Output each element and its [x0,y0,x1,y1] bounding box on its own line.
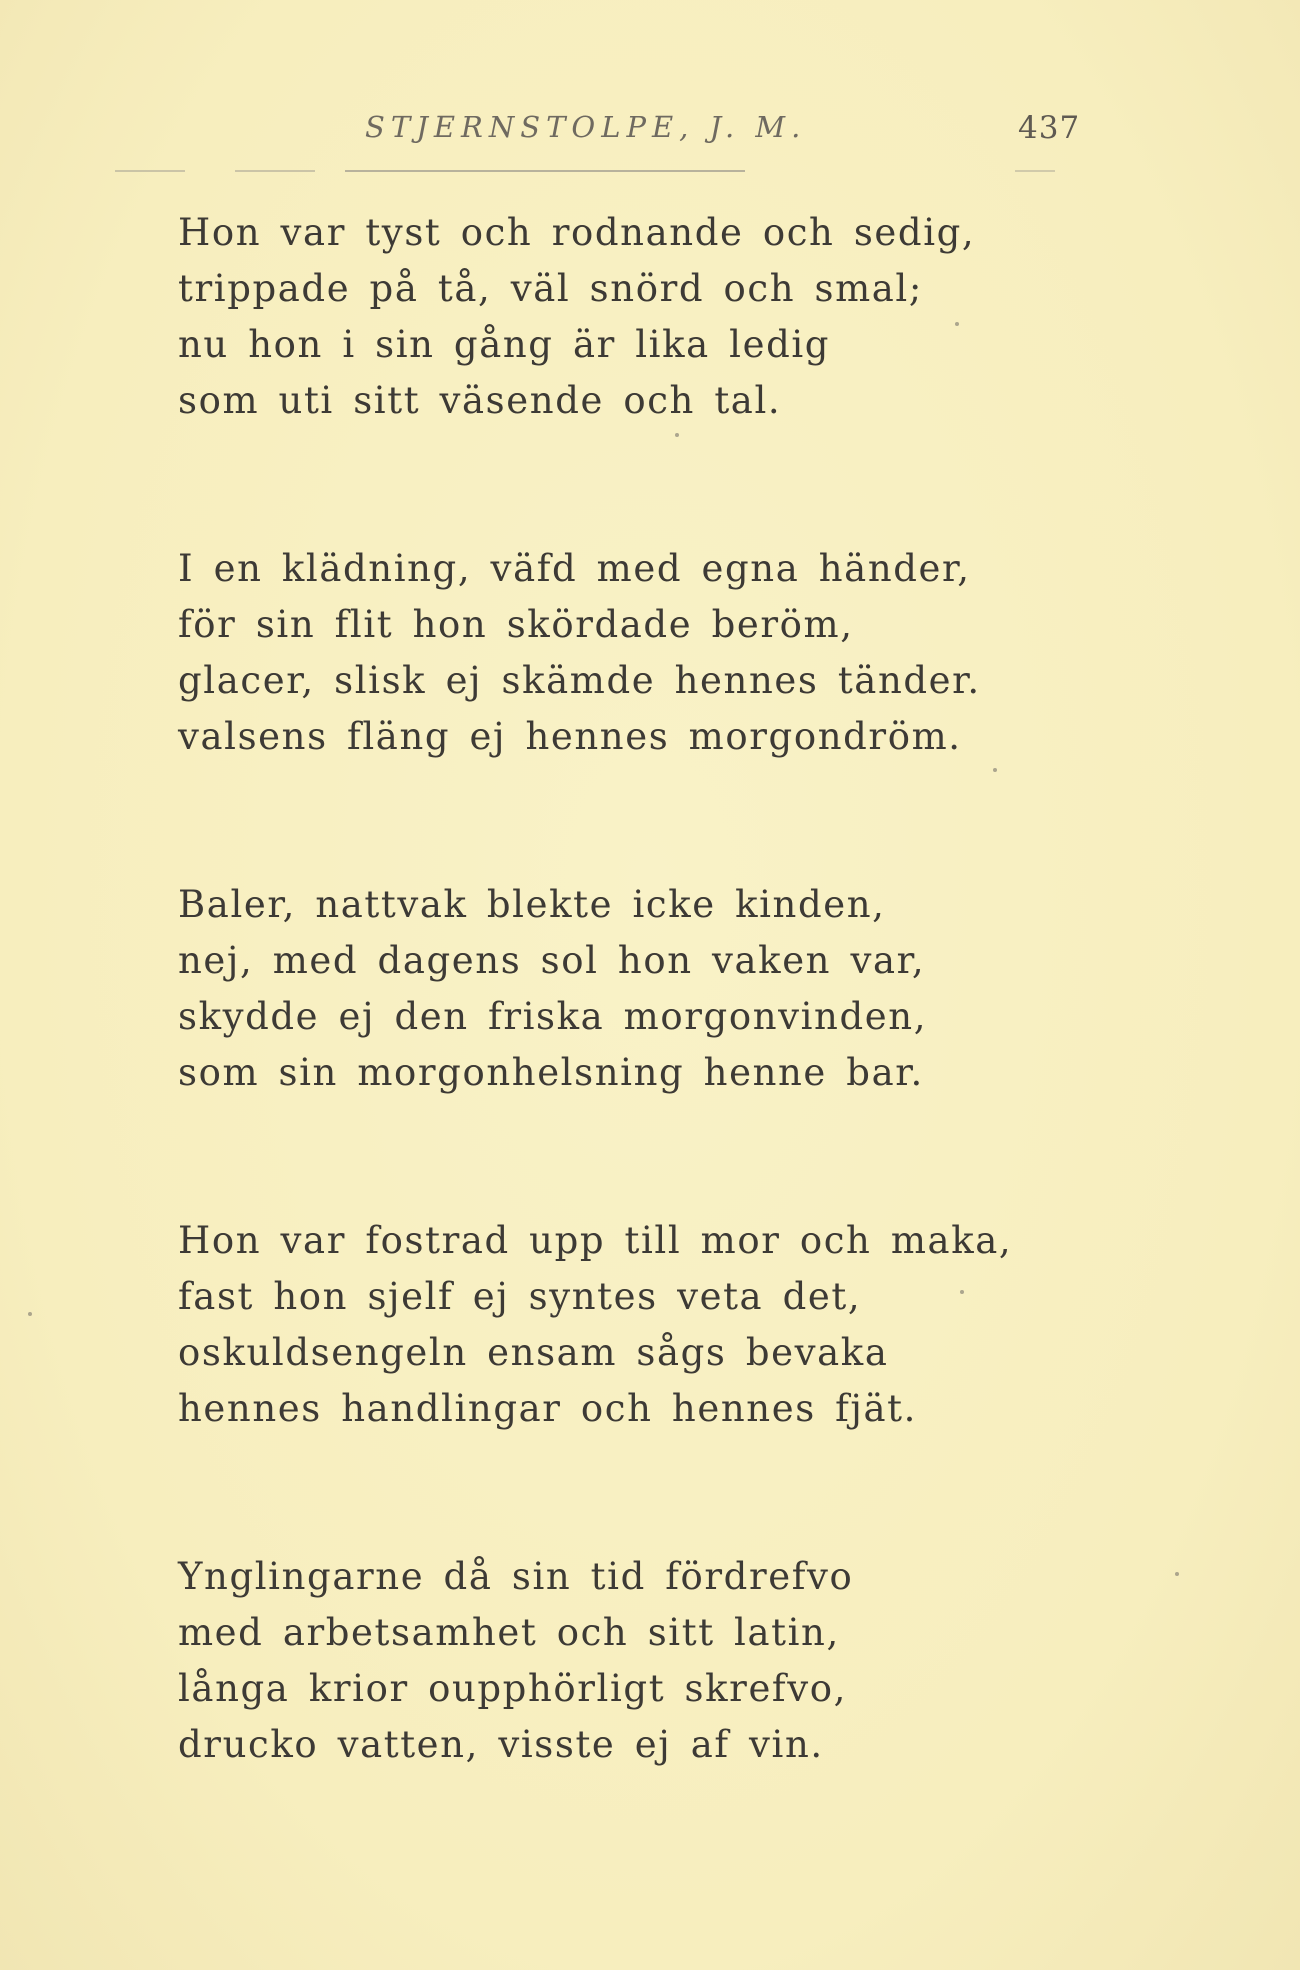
verse-line: nu hon i sin gång är lika ledig [178,323,831,366]
page-number: 437 [1018,110,1081,146]
stanza-4 [178,1213,1238,1437]
header-rule-segment [1015,170,1055,172]
header-rule [345,170,745,172]
verse-line: fast hon sjelf ej syntes veta det, [178,1275,862,1318]
verse-line: Ynglingarne då sin tid fördrefvo [178,1555,854,1598]
header-rule-segment [235,170,315,172]
verse-line: trippade på tå, väl snörd och smal; [178,267,923,310]
paper-speck [675,433,679,437]
verse-line: Hon var tyst och rodnande och sedig, [178,211,976,254]
stanza-3 [178,877,1238,1101]
verse-line: för sin flit hon skördade beröm, [178,603,854,646]
verse-line: glacer, slisk ej skämde hennes tänder. [178,659,981,702]
verse-line: nej, med dagens sol hon vaken var, [178,939,926,982]
paper-speck [955,322,959,326]
verse-line: som uti sitt väsende och tal. [178,379,782,422]
verse-line: Baler, nattvak blekte icke kinden, [178,883,886,926]
paper-speck [28,1312,32,1316]
stanza-5 [178,1549,1238,1773]
header-rule-segment [115,170,185,172]
verse-line: långa krior oupphörligt skrefvo, [178,1667,847,1710]
verse-line: med arbetsamhet och sitt latin, [178,1611,840,1654]
verse-line: I en klädning, väfd med egna händer, [178,547,971,590]
running-head: STJERNSTOLPE, J. M. [365,110,807,144]
paper-speck [960,1290,964,1294]
verse-line: drucko vatten, visste ej af vin. [178,1723,824,1766]
verse-line: valsens fläng ej hennes morgondröm. [178,715,962,758]
stanza-2 [178,541,1238,765]
paper-speck [1175,1572,1179,1576]
verse-line: skydde ej den friska morgonvinden, [178,995,928,1038]
paper-speck [993,768,997,772]
verse-line: hennes handlingar och hennes fjät. [178,1387,917,1430]
verse-line: Hon var fostrad upp till mor och maka, [178,1219,1013,1262]
poem [178,205,1238,1885]
verse-line: som sin morgonhelsning henne bar. [178,1051,924,1094]
stanza-1 [178,205,1238,429]
verse-line: oskuldsengeln ensam sågs bevaka [178,1331,889,1374]
